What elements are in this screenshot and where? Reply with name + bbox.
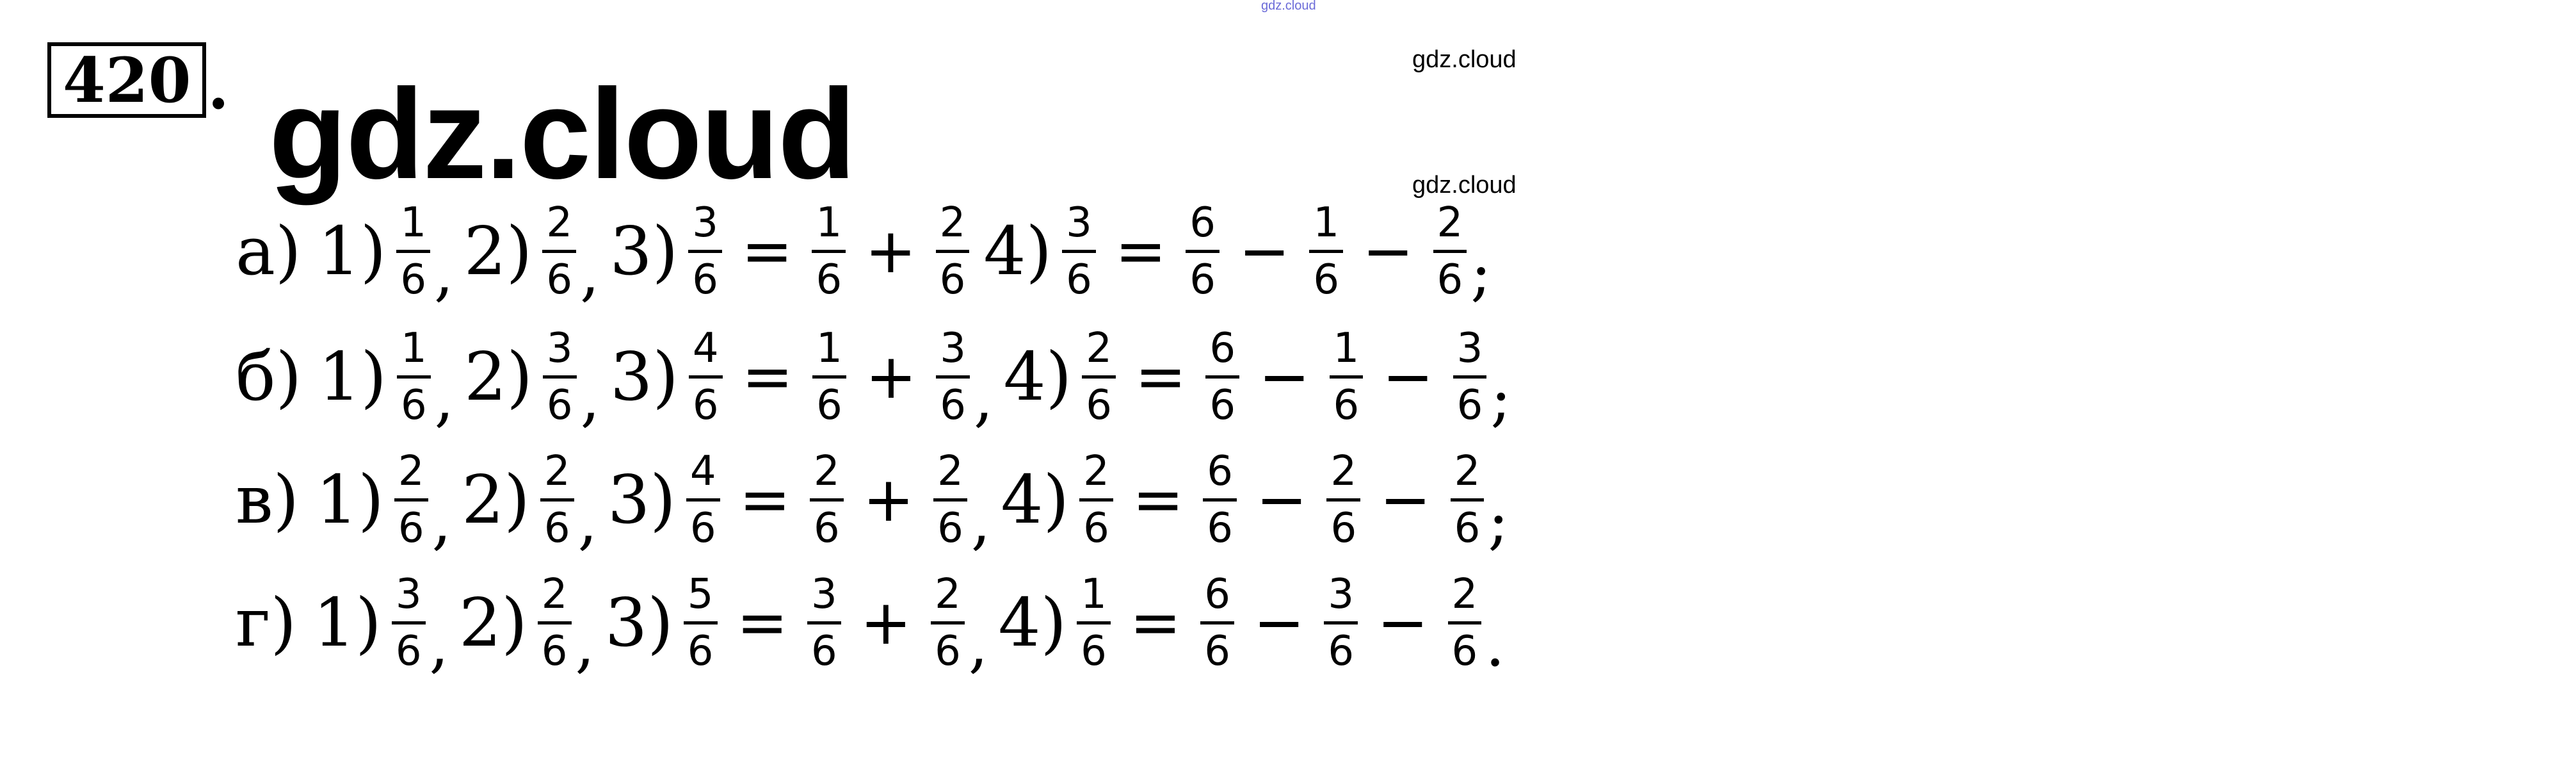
- fraction-numerator: 4: [689, 447, 716, 495]
- fraction-bar: [392, 621, 426, 624]
- fraction: [1433, 199, 1467, 304]
- watermark-large: gdz.cloud: [269, 63, 855, 206]
- fraction-denominator: 6: [692, 256, 719, 304]
- fraction-bar: [543, 375, 577, 379]
- fraction-bar: [538, 621, 572, 624]
- fraction-denominator: 6: [541, 627, 568, 675]
- fraction-numerator: 2: [1451, 570, 1478, 618]
- row-label: а): [236, 212, 302, 290]
- separator: ,: [434, 363, 455, 434]
- fraction-denominator: 6: [935, 627, 961, 675]
- fraction-bar: [1453, 375, 1487, 379]
- separator: ,: [429, 608, 449, 680]
- fraction-bar: [807, 621, 841, 624]
- fraction-bar: [542, 250, 576, 253]
- fraction: [688, 199, 722, 304]
- fraction-bar: [1203, 498, 1237, 502]
- fraction-numerator: 3: [1066, 199, 1092, 247]
- fraction-denominator: 6: [546, 381, 573, 429]
- fraction-numerator: 2: [1086, 324, 1112, 372]
- fraction-denominator: 6: [1330, 504, 1357, 552]
- fraction-numerator: 3: [1456, 324, 1483, 372]
- end-mark: ;: [1490, 363, 1511, 434]
- fraction-bar: [1433, 250, 1467, 253]
- fraction-bar: [1082, 375, 1116, 379]
- fraction-bar: [936, 375, 970, 379]
- fraction-numerator: 2: [1454, 447, 1481, 495]
- item-number: 3): [610, 338, 679, 416]
- item-number: 3): [605, 584, 673, 662]
- fraction-numerator: 3: [1328, 570, 1355, 618]
- fraction-bar: [810, 498, 844, 502]
- fraction-denominator: 6: [395, 627, 422, 675]
- item-number: 1): [313, 584, 382, 662]
- row-label: в): [236, 461, 300, 539]
- fraction-bar: [1186, 250, 1220, 253]
- fraction: [543, 324, 577, 429]
- fraction-bar: [394, 498, 428, 502]
- fraction-numerator: 6: [1204, 570, 1230, 618]
- answer-row: [236, 187, 1502, 315]
- fraction: [1453, 324, 1487, 429]
- item-number: 4): [983, 212, 1052, 290]
- fraction-numerator: 5: [687, 570, 714, 618]
- minus-sign: −: [1238, 215, 1291, 287]
- fraction-bar: [1326, 498, 1360, 502]
- fraction-denominator: 6: [1083, 504, 1109, 552]
- fraction-numerator: 3: [810, 570, 837, 618]
- item-number: 2): [464, 338, 533, 416]
- fraction: [1082, 324, 1116, 429]
- fraction-numerator: 6: [1209, 324, 1236, 372]
- fraction-bar: [684, 621, 718, 624]
- fraction-numerator: 6: [1207, 447, 1234, 495]
- fraction-bar: [936, 250, 970, 253]
- fraction-bar: [933, 498, 967, 502]
- fraction-denominator: 6: [937, 504, 963, 552]
- fraction-numerator: 1: [400, 324, 427, 372]
- fraction-denominator: 6: [687, 627, 714, 675]
- fraction: [1448, 570, 1482, 675]
- fraction-denominator: 6: [1086, 381, 1112, 429]
- minus-sign: −: [1377, 587, 1429, 658]
- watermark-right-2: gdz.cloud: [1412, 172, 1517, 199]
- fraction-bar: [1451, 498, 1485, 502]
- separator: ,: [968, 608, 988, 680]
- row-label: б): [236, 338, 302, 416]
- fraction: [1309, 199, 1343, 304]
- equals-sign: =: [739, 464, 791, 535]
- fraction: [538, 570, 572, 675]
- fraction: [1326, 447, 1360, 552]
- fraction-numerator: 3: [940, 324, 966, 372]
- fraction: [812, 324, 846, 429]
- fraction: [1451, 447, 1485, 552]
- fraction-bar: [1324, 621, 1358, 624]
- fraction: [542, 199, 576, 304]
- separator: ,: [580, 363, 600, 434]
- fraction-numerator: 2: [541, 570, 568, 618]
- fraction-bar: [1330, 375, 1364, 379]
- item-number: 4): [1001, 461, 1070, 539]
- fraction: [394, 447, 428, 552]
- fraction: [1079, 447, 1113, 552]
- plus-sign: +: [865, 215, 917, 287]
- fraction: [936, 324, 970, 429]
- minus-sign: −: [1362, 215, 1414, 287]
- equals-sign: =: [741, 341, 794, 412]
- equals-sign: =: [1132, 464, 1184, 535]
- fraction-denominator: 6: [810, 627, 837, 675]
- end-mark: .: [1485, 608, 1505, 680]
- answer-row: [236, 559, 1515, 687]
- fraction-denominator: 6: [1081, 627, 1107, 675]
- item-number: 3): [608, 461, 676, 539]
- fraction-bar: [686, 498, 720, 502]
- fraction-numerator: 2: [546, 199, 573, 247]
- fraction-numerator: 4: [692, 324, 719, 372]
- separator: ,: [580, 237, 600, 309]
- fraction-denominator: 6: [814, 504, 840, 552]
- fraction-bar: [1448, 621, 1482, 624]
- fraction-numerator: 1: [1081, 570, 1107, 618]
- minus-sign: −: [1253, 587, 1305, 658]
- fraction: [392, 570, 426, 675]
- fraction-bar: [931, 621, 965, 624]
- fraction: [689, 324, 723, 429]
- fraction: [1203, 447, 1237, 552]
- fraction-bar: [540, 498, 574, 502]
- fraction-numerator: 2: [543, 447, 570, 495]
- plus-sign: +: [862, 464, 915, 535]
- fraction-denominator: 6: [1333, 381, 1360, 429]
- problem-number: [47, 42, 229, 123]
- fraction: [1200, 570, 1234, 675]
- fraction-denominator: 6: [816, 381, 842, 429]
- separator: ,: [577, 486, 598, 557]
- fraction-numerator: 2: [398, 447, 424, 495]
- answer-row: [236, 436, 1519, 564]
- fraction: [1205, 324, 1239, 429]
- fraction-numerator: 1: [816, 324, 842, 372]
- separator: ,: [575, 608, 595, 680]
- fraction-numerator: 6: [1189, 199, 1216, 247]
- fraction-bar: [1077, 621, 1111, 624]
- fraction-denominator: 6: [398, 504, 424, 552]
- minus-sign: −: [1382, 341, 1434, 412]
- fraction-bar: [812, 250, 846, 253]
- fraction-numerator: 2: [937, 447, 963, 495]
- fraction-denominator: 6: [543, 504, 570, 552]
- separator: ,: [970, 486, 991, 557]
- fraction-denominator: 6: [1209, 381, 1236, 429]
- plus-sign: +: [860, 587, 912, 658]
- separator: ,: [973, 363, 994, 434]
- equals-sign: =: [736, 587, 788, 658]
- item-number: 1): [316, 461, 384, 539]
- separator: ,: [434, 237, 454, 309]
- fraction-bar: [1309, 250, 1343, 253]
- fraction-denominator: 6: [1207, 504, 1234, 552]
- item-number: 1): [318, 212, 387, 290]
- problem-number-dot: .: [207, 51, 229, 123]
- fraction-numerator: 3: [546, 324, 573, 372]
- fraction-denominator: 6: [1454, 504, 1481, 552]
- fraction: [540, 447, 574, 552]
- fraction-numerator: 2: [939, 199, 966, 247]
- equals-sign: =: [1115, 215, 1167, 287]
- fraction-denominator: 6: [400, 256, 427, 304]
- end-mark: ;: [1470, 237, 1492, 309]
- fraction: [1186, 199, 1220, 304]
- end-mark: ;: [1488, 486, 1509, 557]
- fraction: [810, 447, 844, 552]
- fraction-denominator: 6: [1328, 627, 1355, 675]
- fraction-denominator: 6: [1451, 627, 1478, 675]
- problem-number-box: 420: [47, 42, 206, 118]
- item-number: 1): [318, 338, 387, 416]
- fraction: [1330, 324, 1364, 429]
- fraction-bar: [1079, 498, 1113, 502]
- fraction-numerator: 1: [816, 199, 842, 247]
- fraction: [684, 570, 718, 675]
- fraction-numerator: 1: [1313, 199, 1340, 247]
- equals-sign: =: [1134, 341, 1187, 412]
- fraction-numerator: 2: [1083, 447, 1109, 495]
- item-number: 3): [609, 212, 679, 290]
- fraction: [812, 199, 846, 304]
- fraction-bar: [688, 250, 722, 253]
- fraction-denominator: 6: [546, 256, 573, 304]
- fraction-bar: [689, 375, 723, 379]
- watermark-top: gdz.cloud: [1261, 0, 1316, 13]
- fraction-denominator: 6: [940, 381, 966, 429]
- item-number: 4): [998, 584, 1067, 662]
- fraction-numerator: 1: [400, 199, 427, 247]
- fraction-numerator: 3: [692, 199, 719, 247]
- item-number: 2): [459, 584, 527, 662]
- fraction-denominator: 6: [939, 256, 966, 304]
- fraction-bar: [396, 250, 430, 253]
- fraction-numerator: 3: [395, 570, 422, 618]
- separator: ,: [431, 486, 452, 557]
- item-number: 2): [463, 212, 533, 290]
- answer-row: [236, 313, 1522, 441]
- fraction: [931, 570, 965, 675]
- plus-sign: +: [865, 341, 917, 412]
- fraction: [807, 570, 841, 675]
- fraction-numerator: 2: [1437, 199, 1463, 247]
- fraction: [933, 447, 967, 552]
- fraction-numerator: 2: [935, 570, 961, 618]
- minus-sign: −: [1380, 464, 1431, 535]
- fraction: [936, 199, 970, 304]
- fraction-denominator: 6: [816, 256, 842, 304]
- fraction-denominator: 6: [400, 381, 427, 429]
- fraction: [686, 447, 720, 552]
- minus-sign: −: [1256, 464, 1308, 535]
- fraction: [1077, 570, 1111, 675]
- fraction-denominator: 6: [1066, 256, 1092, 304]
- fraction-numerator: 1: [1333, 324, 1360, 372]
- item-number: 4): [1003, 338, 1072, 416]
- fraction-bar: [1062, 250, 1096, 253]
- fraction-numerator: 2: [814, 447, 840, 495]
- fraction-denominator: 6: [692, 381, 719, 429]
- row-label: г): [236, 584, 297, 662]
- fraction-denominator: 6: [1204, 627, 1230, 675]
- fraction-numerator: 2: [1330, 447, 1357, 495]
- fraction-bar: [397, 375, 431, 379]
- fraction-denominator: 6: [1456, 381, 1483, 429]
- fraction-bar: [812, 375, 846, 379]
- fraction-denominator: 6: [1189, 256, 1216, 304]
- fraction-denominator: 6: [1313, 256, 1340, 304]
- fraction: [1062, 199, 1096, 304]
- fraction-denominator: 6: [1437, 256, 1463, 304]
- equals-sign: =: [1129, 587, 1182, 658]
- fraction-denominator: 6: [689, 504, 716, 552]
- minus-sign: −: [1259, 341, 1310, 412]
- fraction-bar: [1205, 375, 1239, 379]
- watermark-right-1: gdz.cloud: [1412, 46, 1517, 73]
- fraction: [1324, 570, 1358, 675]
- fraction-bar: [1200, 621, 1234, 624]
- fraction: [397, 324, 431, 429]
- item-number: 2): [462, 461, 530, 539]
- fraction: [396, 199, 430, 304]
- equals-sign: =: [741, 215, 793, 287]
